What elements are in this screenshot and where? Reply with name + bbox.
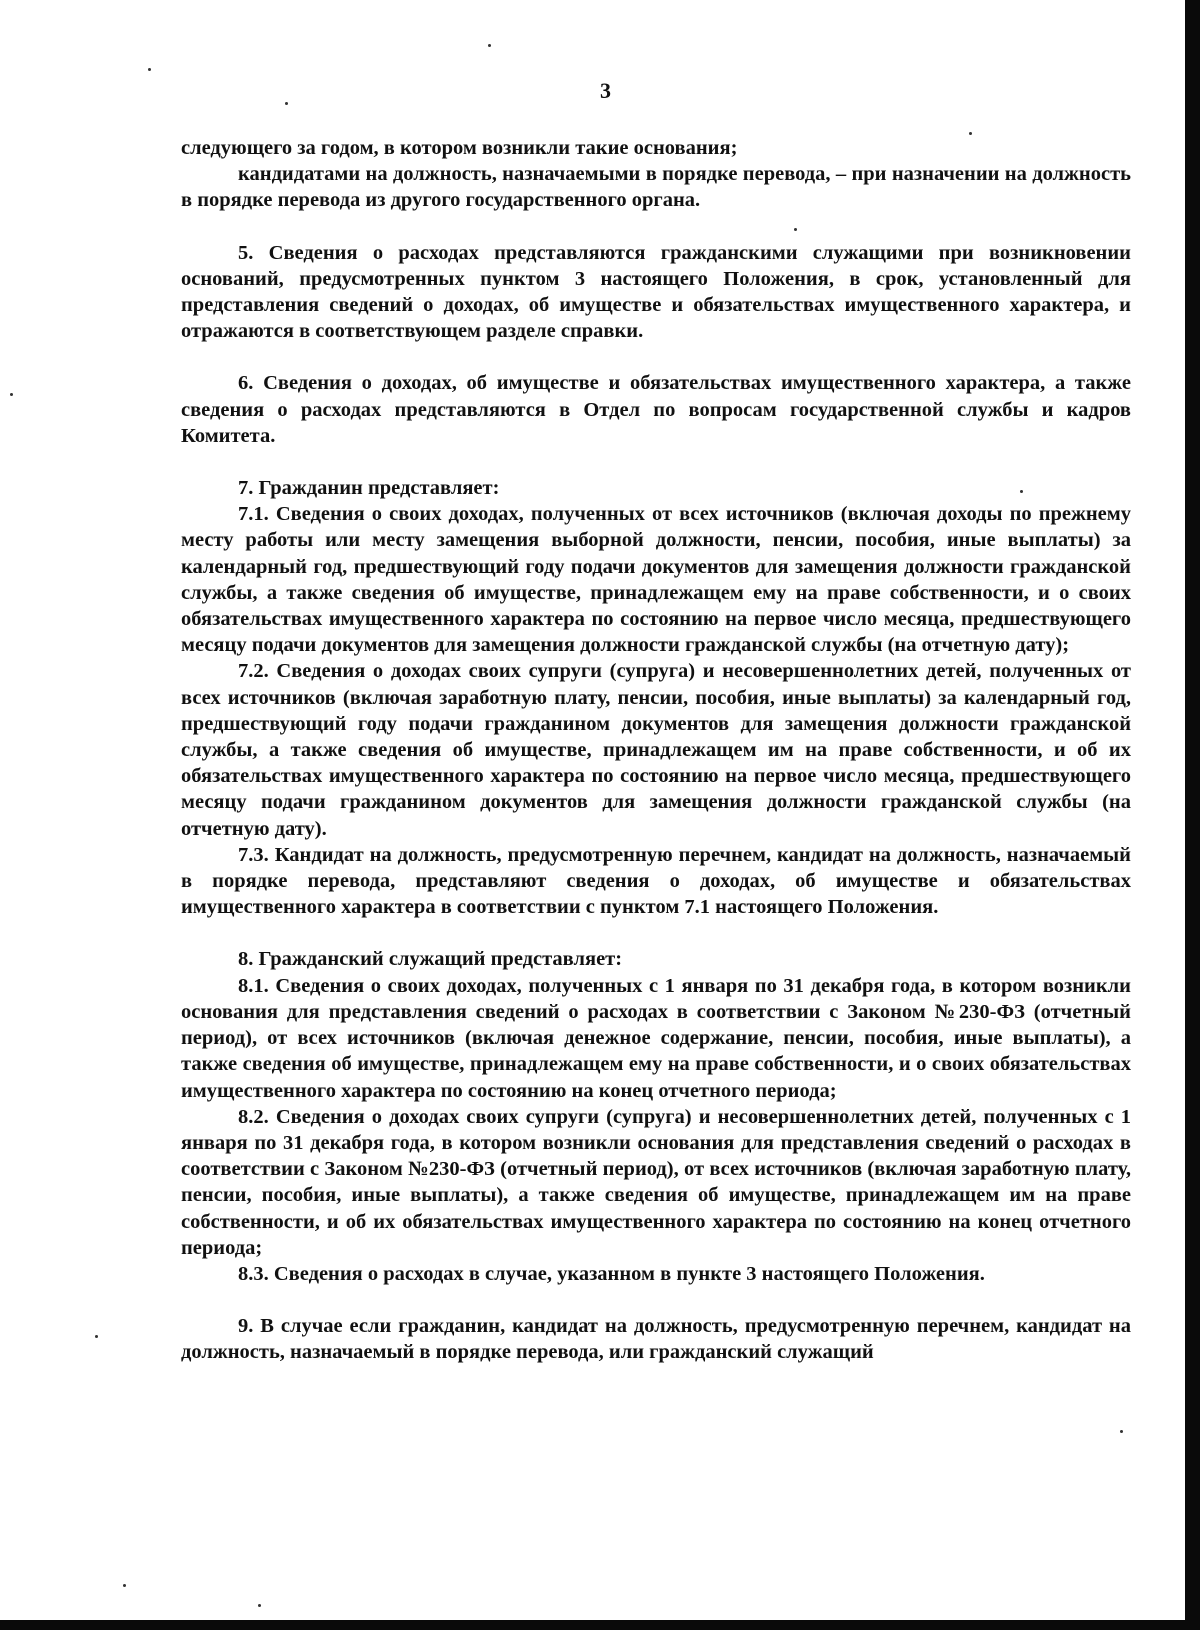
scan-edge-bottom	[0, 1620, 1200, 1630]
paragraph-5: 5. Сведения о расходах представляются гражданскими служащими при возникновении оснований, предусмотренных пунктом 3 настоящего Положения, в срок, установленный для представления сведений о доходах, об имуществе и обязательствах имущественного характера, и отражаются в соответствующем разделе справки.	[181, 241, 1131, 343]
paragraph-8-2: 8.2. Сведения о доходах своих супруги (супруга) и несовершеннолетних детей, полученных с 1 января по 31 декабря года, в котором возникли основания для представления сведений о расходах в соответствии с Законом №230-ФЗ (отчетный период), от всех источников (включая заработную плату, пенсии, пособия, иные выплаты), а также сведения об имуществе, принадлежащем им на праве собственности, и об их обязательствах имущественного характера по состоянию на конец отчетного периода;	[181, 1105, 1131, 1259]
scan-speck	[95, 1335, 98, 1338]
scan-speck	[285, 102, 288, 105]
scan-speck	[148, 68, 151, 71]
paragraph-7: 7. Гражданин представляет:	[238, 477, 500, 500]
paragraph-7-2: 7.2. Сведения о доходах своих супруги (супруга) и несовершеннолетних детей, полученных от всех источников (включая заработную плату, пенсии, пособия, иные выплаты) за календарный год, предшествующий году подачи гражданином документов для замещения должности гражданской службы, а также сведения об имуществе, принадлежащем им на праве собственности, и об их обязательствах имущественного характера по состоянию на первое число месяца, предшествующего месяцу подачи гражданином документов для замещения должности гражданской службы (на отчетную дату).	[181, 660, 1131, 840]
paragraph-8: 8. Гражданский служащий представляет:	[238, 948, 623, 971]
paragraph-8-3: 8.3. Сведения о расходах в случае, указанном в пункте 3 настоящего Положения.	[238, 1262, 985, 1285]
scan-speck	[488, 44, 491, 47]
paragraph-7-1: 7.1. Сведения о своих доходах, полученных от всех источников (включая доходы по прежнему месту работы или месту замещения выборной должности, пенсии, пособия, иные выплаты) за календарный год, предшествующий году подачи документов для замещения должности гражданской службы, а также сведения об имуществе, принадлежащем ему на праве собственности, и о своих обязательствах имущественного характера по состоянию на первое число месяца, предшествующего месяцу подачи документов для замещения должности гражданской службы (на отчетную дату);	[181, 503, 1131, 657]
paragraph-9: 9. В случае если гражданин, кандидат на должность, предусмотренную перечнем, кандидат на должность, назначаемый в порядке перевода, или гражданский служащий	[181, 1315, 1131, 1364]
document-body	[181, 135, 1131, 1366]
scan-speck	[123, 1584, 126, 1587]
scan-speck	[1120, 1430, 1123, 1433]
paragraph-7-3: 7.3. Кандидат на должность, предусмотренную перечнем, кандидат на должность, назначаемый в порядке перевода, представляют сведения о доходах, об имуществе и обязательствах имущественного характера в соответствии с пунктом 7.1 настоящего Положения.	[181, 843, 1131, 919]
paragraph-continuation: следующего за годом, в котором возникли такие основания;	[181, 137, 738, 159]
scan-speck	[10, 393, 13, 396]
scan-speck	[258, 1604, 261, 1607]
scan-edge-right	[1185, 0, 1200, 1630]
page-number: 3	[600, 78, 611, 103]
paragraph-8-1: 8.1. Сведения о своих доходах, полученных с 1 января по 31 декабря года, в котором возникли основания для представления сведений о расходах в соответствии с Законом №230-ФЗ (отчетный период), от всех источников (включая денежное содержание, пенсии, пособия, иные выплаты), а также сведения об имуществе, принадлежащем ему на праве собственности, и о своих обязательствах имущественного характера по состоянию на конец отчетного периода;	[181, 974, 1131, 1102]
paragraph-6: 6. Сведения о доходах, об имуществе и обязательствах имущественного характера, а также сведения о расходах представляются в Отдел по вопросам государственной службы и кадров Комитета.	[181, 372, 1131, 447]
paragraph-candidates-transfer: кандидатами на должность, назначаемыми в порядке перевода, – при назначении на должность в порядке перевода из другого государственного органа.	[181, 163, 1131, 212]
